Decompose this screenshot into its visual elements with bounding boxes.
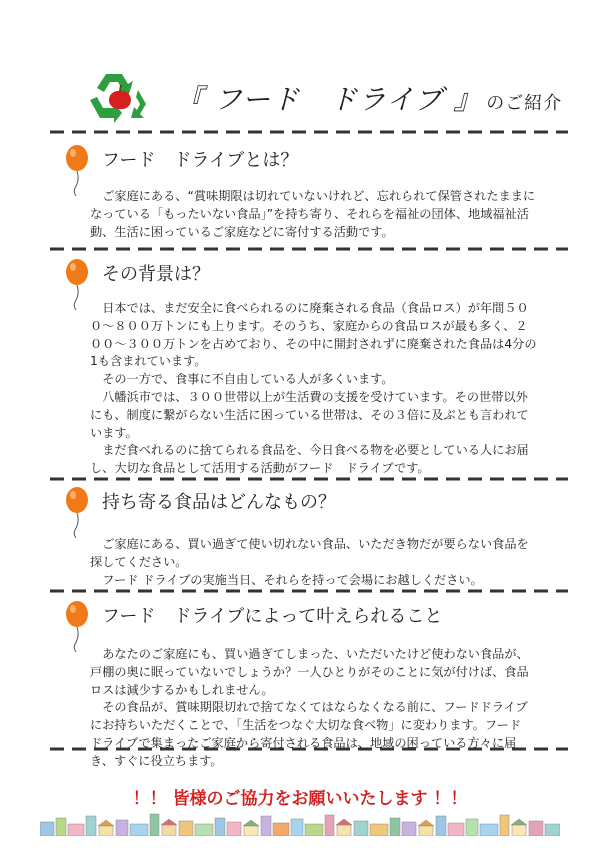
balloon-icon: [64, 144, 90, 196]
balloon-icon: [64, 486, 90, 538]
townscape-illustration: [40, 812, 560, 836]
section-heading-text: フード ドライブとは？: [102, 150, 299, 171]
section-body-what: [90, 188, 538, 241]
dashed-divider: [50, 244, 568, 254]
page-title: [175, 78, 562, 118]
cooperation-message: ！！ 皆様のご協力をお願いいたします ！！: [132, 789, 468, 809]
section-heading-what: [64, 148, 298, 182]
dashed-divider: [50, 586, 568, 596]
paragraph: フード ドライブの実施当日、それらを持って会場にお越しください。: [102, 572, 483, 587]
section-body-background: [90, 300, 538, 478]
paragraph: 日本では、まだ安全に食べられるのに廃棄される食品（食品ロス）が年間５００～８００万トンにも上ります。そのうち、家庭からの食品ロスが最も多く、２００～３００万トンを占めており、その中に開封されずに廃棄された食品は4分の1も含まれています。: [90, 301, 537, 369]
dashed-divider: [50, 474, 568, 484]
section-body-items: [90, 536, 538, 589]
paragraph: あなたのご家庭にも、買い過ぎてしまった、いただいたけど使わない食品が、戸棚の奥に眠っていないでしょうか？一人ひとりがそのことに気が付けば、食品ロスは減少するかもしれません。: [90, 647, 529, 697]
title-suffix: のご紹介: [486, 93, 563, 114]
dashed-divider: [50, 127, 568, 137]
dashed-divider: [50, 744, 568, 754]
paragraph: 八幡浜市では、３００世帯以上が生活費の支援を受けています。その世帯以外にも、制度に繋がらない生活に困っている世帯は、その３倍に及ぶとも言われています。: [90, 389, 529, 440]
balloon-icon: [64, 258, 90, 310]
balloon-icon: [64, 600, 90, 652]
paragraph: まだ食べれるのに捨てられる食品を、今日食べる物を必要としている人にお届し、大切な食品として活用する活動がフード ドライブです。: [90, 443, 529, 476]
recycle-apple-logo: [84, 70, 156, 130]
section-heading-text: フード ドライブによって叶えられること: [102, 606, 443, 627]
paragraph: ご家庭にある、買い過ぎて使い切れない食品、いただき物だが要らない食品を探してください。: [90, 537, 529, 569]
section-heading-items: [64, 490, 336, 524]
section-heading-background: [64, 262, 210, 296]
section-heading-benefits: [64, 604, 442, 638]
paragraph: その一方で、食事に不自由している人が多くいます。: [102, 372, 394, 387]
section-heading-text: その背景は？: [102, 264, 210, 285]
section-heading-text: 持ち寄る食品はどんなもの？: [102, 492, 336, 513]
title-main: 『 フード ドライブ 』: [175, 83, 483, 116]
paragraph: ご家庭にある、“賞味期限は切れていないけれど、忘れられて保管されたままになっている「もったいない食品」”を持ち寄り、それらを福祉の団体、地域福祉活動、生活に困っているご家庭などに寄付する活動です。: [90, 189, 536, 239]
paragraph: その食品が、賞味期限切れで捨てなくてはならなくなる前に、フードドライブにお持ちいただくことで、「生活をつなぐ大切な食べ物」に変わります。フード ドライブで集まったご家庭から寄付される食品は、地域の困っている方々に届き、すぐに役立ちます。: [90, 700, 534, 768]
